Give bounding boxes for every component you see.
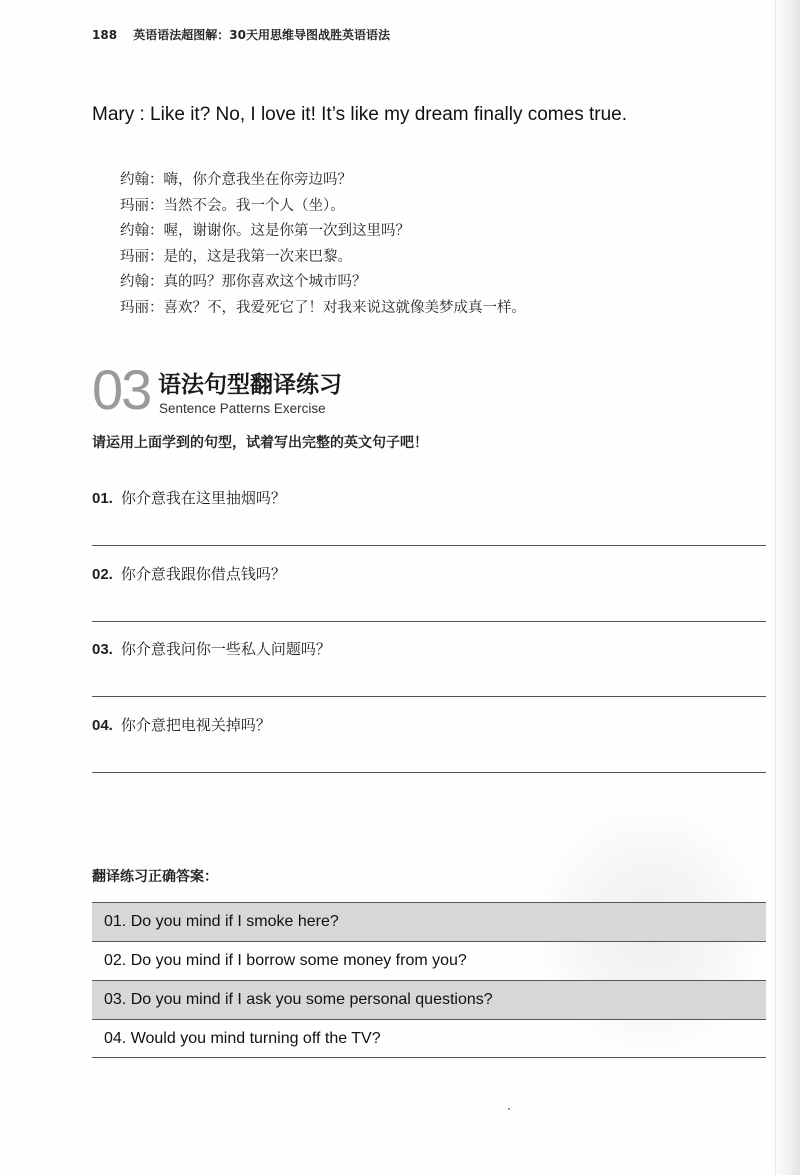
question-number: 02. [92, 566, 113, 583]
answer-line-3[interactable] [92, 696, 766, 697]
section-subtitle: Sentence Patterns Exercise [159, 401, 326, 416]
question-number: 04. [92, 717, 113, 734]
section-title: 语法句型翻译练习 [158, 372, 342, 398]
answer-line-4[interactable] [92, 772, 766, 773]
question-text: 你介意把电视关掉吗？ [120, 716, 271, 734]
dialogue-translation [120, 168, 526, 322]
answer-row: 02. Do you mind if I borrow some money from you? [92, 941, 766, 980]
question-1 [92, 487, 286, 508]
dialogue-row: 玛丽：喜欢？不，我爱死它了！对我来说这就像美梦成真一样。 [120, 299, 526, 316]
section-number: 03 [92, 358, 151, 421]
question-2 [92, 563, 286, 584]
running-header [92, 26, 390, 43]
question-text: 你介意我跟你借点钱吗？ [120, 565, 286, 583]
answer-line-2[interactable] [92, 621, 766, 622]
print-speck [508, 1108, 510, 1110]
dialogue-row: 玛丽：当然不会。我一个人（坐）。 [120, 197, 345, 214]
answer-row: 03. Do you mind if I ask you some personal questions? [92, 980, 766, 1019]
page-binding-shadow [772, 0, 800, 1175]
question-text: 你介意我在这里抽烟吗？ [120, 489, 286, 507]
answer-row: 01. Do you mind if I smoke here? [92, 902, 766, 941]
answer-row: 04. Would you mind turning off the TV? [92, 1019, 766, 1058]
question-text: 你介意我问你一些私人问题吗？ [120, 640, 331, 658]
exercise-instruction: 请运用上面学到的句型，试着写出完整的英文句子吧！ [92, 435, 428, 451]
dialogue-row: 约翰：嗨，你介意我坐在你旁边吗？ [120, 172, 352, 188]
question-number: 01. [92, 490, 113, 507]
question-4 [92, 714, 271, 735]
page-number: 188 [92, 28, 118, 42]
question-number: 03. [92, 641, 113, 658]
dialogue-row: 玛丽：是的，这是我第一次来巴黎。 [120, 248, 352, 265]
dialogue-row: 约翰：喔，谢谢你。这是你第一次到这里吗？ [120, 223, 410, 240]
answer-line-1[interactable] [92, 545, 766, 546]
answer-key-table [92, 902, 766, 1058]
dialogue-english-line: Mary : Like it? No, I love it! It’s like my dream finally comes true. [92, 104, 627, 125]
question-3 [92, 638, 331, 659]
answer-key-label: 翻译练习正确答案： [92, 869, 218, 885]
section-heading [92, 358, 492, 421]
book-title: 英语语法超图解：30天用思维导图战胜英语语法 [133, 28, 390, 42]
dialogue-row: 约翰：真的吗？那你喜欢这个城市吗？ [120, 274, 367, 291]
